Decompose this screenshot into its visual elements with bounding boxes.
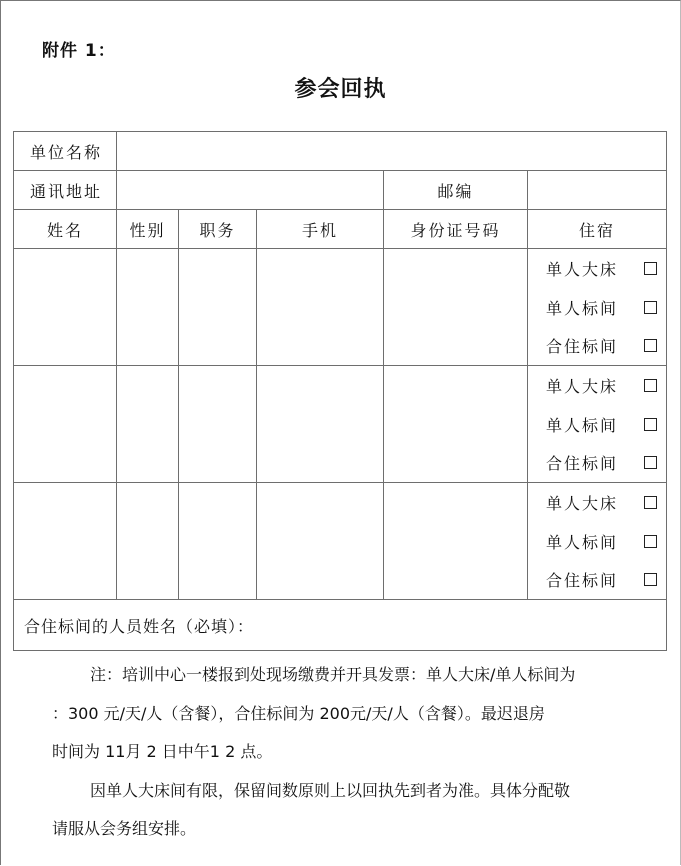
gender-cell[interactable] (117, 483, 179, 600)
note-para2-line-1: 因单人大床间有限，保留间数原则上以回执先到者为准。具体分配敬 (90, 780, 571, 800)
option-label: 单人标间 (546, 298, 619, 318)
checkbox-single-standard[interactable] (644, 418, 657, 431)
note-line-2: ：300 元/天/人（含餐），合住标间为 200元/天/人（含餐）。最迟退房 (52, 703, 545, 723)
accommodation-cell (528, 366, 667, 483)
checkbox-single-standard[interactable] (644, 301, 657, 314)
checkbox-shared-standard[interactable] (644, 573, 657, 586)
attachment-label: 附件 1： (42, 41, 116, 61)
phone-cell[interactable] (257, 483, 384, 600)
note-line-1: 注：培训中心一楼报到处现场缴费并开具发票：单人大床/单人标间为 (90, 665, 576, 684)
checkbox-single-king[interactable] (644, 262, 657, 275)
position-cell[interactable] (179, 483, 257, 600)
col-phone-header: 手机 (257, 210, 384, 249)
gender-cell[interactable] (117, 366, 179, 483)
option-single-king[interactable] (528, 249, 666, 288)
option-label: 单人大床 (546, 493, 619, 513)
page-title: 参会回执 (294, 77, 387, 102)
option-single-standard[interactable] (528, 405, 666, 444)
id-number-cell[interactable] (384, 483, 528, 600)
name-cell[interactable] (14, 483, 117, 600)
col-gender-header: 性别 (117, 210, 179, 249)
col-id-header: 身份证号码 (384, 210, 528, 249)
accommodation-cell (528, 249, 667, 366)
shared-room-names-label: 合住标间的人员姓名（必填）： (24, 616, 255, 636)
option-label: 合住标间 (546, 337, 619, 357)
accommodation-options (528, 366, 666, 482)
attendee-row (14, 249, 667, 366)
postcode-field[interactable] (528, 171, 667, 210)
option-label: 合住标间 (546, 571, 619, 591)
shared-room-names-row (14, 600, 667, 651)
unit-name-field[interactable] (117, 132, 667, 171)
note-line-3: 时间为 11月 2 日中午1 2 点。 (52, 742, 273, 761)
position-cell[interactable] (179, 249, 257, 366)
option-single-standard[interactable] (528, 522, 666, 561)
option-label: 合住标间 (546, 454, 619, 474)
phone-cell[interactable] (257, 249, 384, 366)
option-single-king[interactable] (528, 366, 666, 405)
option-shared-standard[interactable] (528, 326, 666, 365)
address-label: 通讯地址 (14, 171, 117, 210)
header-row (14, 210, 667, 249)
unit-name-label: 单位名称 (14, 132, 117, 171)
note-para2-line-2: 请服从会务组安排。 (52, 819, 197, 838)
checkbox-shared-standard[interactable] (644, 456, 657, 469)
checkbox-single-king[interactable] (644, 379, 657, 392)
accommodation-cell (528, 483, 667, 600)
name-cell[interactable] (14, 366, 117, 483)
accommodation-options (528, 483, 666, 599)
position-cell[interactable] (179, 366, 257, 483)
option-shared-standard[interactable] (528, 561, 666, 600)
option-label: 单人大床 (546, 259, 619, 279)
name-cell[interactable] (14, 249, 117, 366)
gender-cell[interactable] (117, 249, 179, 366)
col-name-header: 姓名 (14, 210, 117, 249)
unit-name-row (14, 132, 667, 171)
shared-room-names-field[interactable] (14, 600, 667, 651)
id-number-cell[interactable] (384, 366, 528, 483)
phone-cell[interactable] (257, 366, 384, 483)
notes-section (52, 656, 630, 849)
col-position-header: 职务 (179, 210, 257, 249)
option-single-king[interactable] (528, 483, 666, 522)
attendee-row (14, 483, 667, 600)
col-accommodation-header: 住宿 (528, 210, 667, 249)
address-field[interactable] (117, 171, 384, 210)
postcode-label: 邮编 (384, 171, 528, 210)
checkbox-single-standard[interactable] (644, 535, 657, 548)
option-single-standard[interactable] (528, 288, 666, 327)
checkbox-shared-standard[interactable] (644, 339, 657, 352)
option-shared-standard[interactable] (528, 443, 666, 482)
checkbox-single-king[interactable] (644, 496, 657, 509)
address-row (14, 171, 667, 210)
attendee-row (14, 366, 667, 483)
option-label: 单人标间 (546, 415, 619, 435)
accommodation-options (528, 249, 666, 365)
registration-form (13, 131, 667, 651)
id-number-cell[interactable] (384, 249, 528, 366)
option-label: 单人标间 (546, 532, 619, 552)
option-label: 单人大床 (546, 376, 619, 396)
